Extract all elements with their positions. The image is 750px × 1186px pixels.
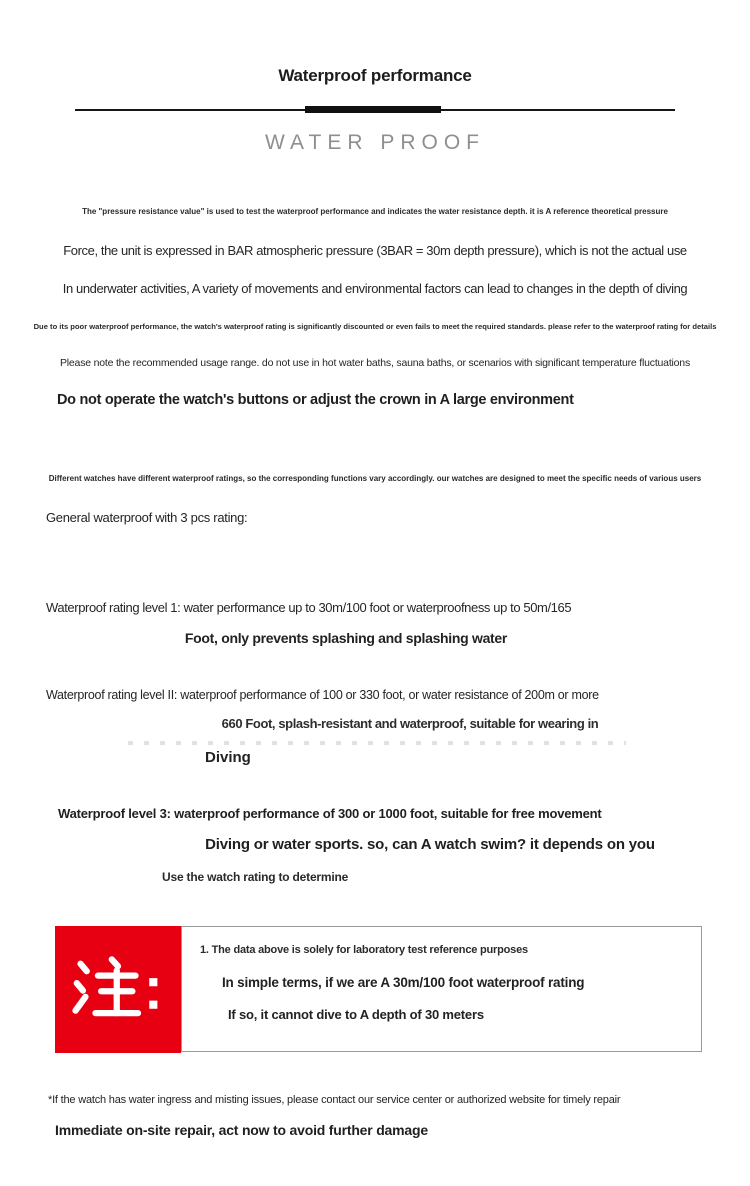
ratings-intro-small: Different watches have different waterproof ratings, so the corresponding functions vary accordingly. our watches are designed to meet the specific needs of various users bbox=[48, 474, 702, 483]
intro-line-do-not-operate: Do not operate the watch's buttons or adjust the crown in A large environment bbox=[57, 392, 574, 408]
rating-level3-line3: Use the watch rating to determine bbox=[162, 870, 349, 884]
faded-text-artifact bbox=[128, 741, 626, 745]
rating-level1-line2: Foot, only prevents splashing and splashing water bbox=[184, 630, 508, 646]
rating-level3-line2: Diving or water sports. so, can A watch swim? it depends on you bbox=[205, 836, 655, 853]
intro-line-pressure-value: The "pressure resistance value" is used to test the waterproof performance and indicates the water resistance depth. it is A reference theoretical pressure bbox=[82, 207, 668, 216]
footer-line-immediate-repair: Immediate on-site repair, act now to avoid further damage bbox=[55, 1122, 428, 1138]
rating-level2-line1: Waterproof rating level II: waterproof performance of 100 or 330 foot, or water resistance of 200m or more bbox=[46, 688, 599, 702]
intro-line-usage-range: Please note the recommended usage range. do not use in hot water baths, sauna baths, or scenarios with significant temperature fluctuations bbox=[59, 357, 690, 369]
intro-line-underwater: In underwater activities, A variety of movements and environmental factors can lead to changes in the depth of diving bbox=[62, 281, 688, 296]
rating-level2-line2: 660 Foot, splash-resistant and waterproof, suitable for wearing in bbox=[221, 716, 599, 731]
footer-line-service-center: *If the watch has water ingress and misting issues, please contact our service center or authorized website for timely repair bbox=[48, 1094, 621, 1106]
note-red-block bbox=[55, 926, 181, 1053]
intro-line-poor-waterproof: Due to its poor waterproof performance, the watch's waterproof rating is significantly discounted or even fails to meet the required standards. please refer to the waterproof rating for details bbox=[33, 322, 717, 331]
subtitle-waterproof-en: WATER PROOF bbox=[265, 131, 485, 154]
note-cjk-glyph-icon bbox=[68, 954, 168, 1026]
rating-level2-line3: Diving bbox=[205, 749, 251, 766]
rating-level1-line1: Waterproof rating level 1: water performance up to 30m/100 foot or waterproofness up to 50m/165 bbox=[46, 600, 572, 615]
divider-accent-bar bbox=[305, 106, 441, 113]
rating-level3-line1: Waterproof level 3: waterproof performance of 300 or 1000 foot, suitable for free movement bbox=[58, 806, 602, 821]
note-line-cannot-dive: If so, it cannot dive to A depth of 30 meters bbox=[228, 1007, 484, 1022]
note-line-simple-terms: In simple terms, if we are A 30m/100 foot waterproof rating bbox=[222, 975, 585, 990]
ratings-heading: General waterproof with 3 pcs rating: bbox=[46, 510, 248, 525]
page-title: Waterproof performance bbox=[278, 66, 472, 85]
note-line-lab-reference: 1. The data above is solely for laboratory test reference purposes bbox=[200, 944, 528, 956]
intro-line-bar-unit: Force, the unit is expressed in BAR atmospheric pressure (3BAR = 30m depth pressure), which is not the actual use bbox=[63, 243, 687, 258]
